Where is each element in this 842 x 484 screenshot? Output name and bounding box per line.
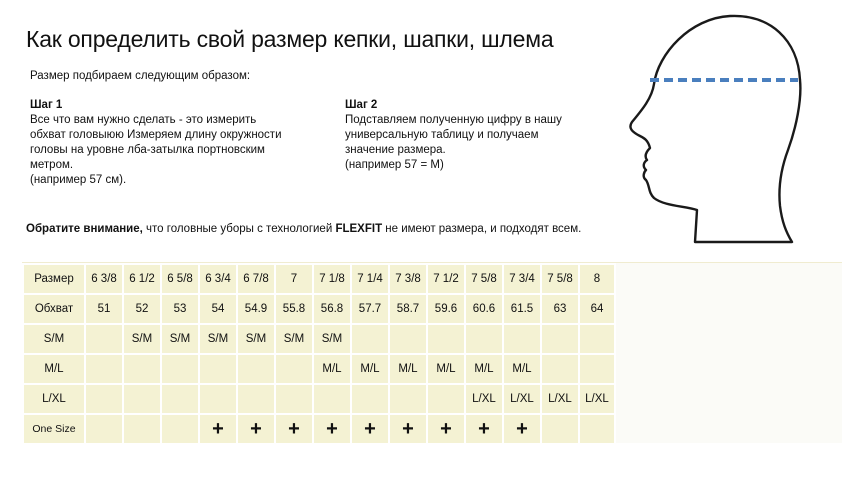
plus-icon: +	[351, 414, 389, 444]
table-cell: 57.7	[351, 294, 389, 324]
table-cell: 54.9	[237, 294, 275, 324]
table-cell: 6 1/2	[123, 264, 161, 294]
empty-cell	[389, 384, 427, 414]
empty-cell	[237, 354, 275, 384]
empty-cell	[541, 414, 579, 444]
row-s-m	[23, 324, 615, 354]
empty-cell	[85, 414, 123, 444]
empty-cell	[541, 324, 579, 354]
table-cell: 6 3/4	[199, 264, 237, 294]
empty-cell	[389, 324, 427, 354]
empty-cell	[85, 354, 123, 384]
row-l-xl	[23, 384, 615, 414]
table-cell: 7 1/8	[313, 264, 351, 294]
table-cell: 60.6	[465, 294, 503, 324]
note-emphasis: Обратите внимание,	[26, 223, 143, 235]
step-2-heading: Шаг 2	[345, 99, 378, 111]
empty-cell	[199, 384, 237, 414]
row-m-l	[23, 354, 615, 384]
note-brand: FLEXFIT	[335, 223, 383, 235]
table-cell: 61.5	[503, 294, 541, 324]
table-cell: 7 3/8	[389, 264, 427, 294]
step-2	[345, 98, 605, 173]
step-2-line: Подставляем полученную цифру в нашу	[345, 114, 562, 126]
plus-icon: +	[199, 414, 237, 444]
step-1-line: обхват головыюю Измеряем длину окружности	[30, 129, 282, 141]
table-cell: 8	[579, 264, 615, 294]
plus-icon: +	[427, 414, 465, 444]
table-cell: M/L	[313, 354, 351, 384]
flexfit-note	[26, 223, 581, 235]
table-cell: M/L	[389, 354, 427, 384]
empty-cell	[275, 354, 313, 384]
table-cell: 7 5/8	[541, 264, 579, 294]
step-1	[30, 98, 330, 188]
table-cell: L/XL	[503, 384, 541, 414]
table-cell: M/L	[503, 354, 541, 384]
table-cell: M/L	[427, 354, 465, 384]
empty-cell	[161, 414, 199, 444]
head-profile-icon	[620, 10, 840, 248]
table-cell: 58.7	[389, 294, 427, 324]
step-2-line: (например 57 = M)	[345, 159, 444, 171]
step-1-line: метром.	[30, 159, 74, 171]
step-1-line: (например 57 см).	[30, 174, 127, 186]
table-cell: M/L	[351, 354, 389, 384]
table-cell: 53	[161, 294, 199, 324]
table-cell: S/M	[275, 324, 313, 354]
table-cell: S/M	[199, 324, 237, 354]
empty-cell	[503, 324, 541, 354]
table-cell: 7 1/2	[427, 264, 465, 294]
row-label: Размер	[23, 264, 85, 294]
empty-cell	[579, 354, 615, 384]
table-cell: M/L	[465, 354, 503, 384]
plus-icon: +	[313, 414, 351, 444]
table-cell: L/XL	[465, 384, 503, 414]
empty-cell	[161, 384, 199, 414]
table-cell: S/M	[237, 324, 275, 354]
row-label: Обхват	[23, 294, 85, 324]
table-cell: S/M	[161, 324, 199, 354]
plus-icon: +	[465, 414, 503, 444]
step-1-line: Все что вам нужно сделать - это измерить	[30, 114, 257, 126]
empty-cell	[465, 324, 503, 354]
row-label: M/L	[23, 354, 85, 384]
step-1-heading: Шаг 1	[30, 99, 63, 111]
step-2-line: универсальную таблицу и получаем	[345, 129, 539, 141]
row-label: S/M	[23, 324, 85, 354]
row-label: L/XL	[23, 384, 85, 414]
head-outline	[630, 16, 800, 242]
table-cell: 59.6	[427, 294, 465, 324]
row-label: One Size	[23, 414, 85, 444]
table-cell: 52	[123, 294, 161, 324]
row-one-size	[23, 414, 615, 444]
empty-cell	[313, 384, 351, 414]
empty-cell	[351, 324, 389, 354]
empty-cell	[579, 414, 615, 444]
plus-icon: +	[275, 414, 313, 444]
empty-cell	[123, 414, 161, 444]
table-cell: S/M	[313, 324, 351, 354]
note-end: не имеют размера, и подходят всем.	[382, 223, 582, 235]
row-size	[23, 264, 615, 294]
table-cell: 55.8	[275, 294, 313, 324]
table-cell: S/M	[123, 324, 161, 354]
note-middle: что головные уборы с технологией	[142, 223, 336, 235]
page-title: Как определить свой размер кепки, шапки, шлема	[26, 26, 554, 52]
table-cell: 7 1/4	[351, 264, 389, 294]
empty-cell	[85, 324, 123, 354]
table-cell: 64	[579, 294, 615, 324]
table-cell: 51	[85, 294, 123, 324]
table-cell: L/XL	[579, 384, 615, 414]
table-cell: 56.8	[313, 294, 351, 324]
empty-cell	[85, 384, 123, 414]
table-cell: 6 7/8	[237, 264, 275, 294]
step-1-line: головы на уровне лба-затылка портновским	[30, 144, 265, 156]
empty-cell	[237, 384, 275, 414]
empty-cell	[541, 354, 579, 384]
intro-text: Размер подбираем следующим образом:	[30, 70, 251, 82]
row-circumference	[23, 294, 615, 324]
plus-icon: +	[237, 414, 275, 444]
empty-cell	[351, 384, 389, 414]
empty-cell	[275, 384, 313, 414]
empty-cell	[161, 354, 199, 384]
empty-cell	[123, 384, 161, 414]
table-cell: 6 3/8	[85, 264, 123, 294]
plus-icon: +	[389, 414, 427, 444]
empty-cell	[199, 354, 237, 384]
table-cell: 7 3/4	[503, 264, 541, 294]
plus-icon: +	[503, 414, 541, 444]
empty-cell	[427, 384, 465, 414]
step-2-line: значение размера.	[345, 144, 446, 156]
size-table	[22, 263, 616, 445]
table-cell: 7 5/8	[465, 264, 503, 294]
table-cell: L/XL	[541, 384, 579, 414]
empty-cell	[579, 324, 615, 354]
size-table-area	[22, 262, 842, 443]
table-cell: 54	[199, 294, 237, 324]
table-cell: 63	[541, 294, 579, 324]
table-cell: 7	[275, 264, 313, 294]
table-cell: 6 5/8	[161, 264, 199, 294]
empty-cell	[427, 324, 465, 354]
empty-cell	[123, 354, 161, 384]
